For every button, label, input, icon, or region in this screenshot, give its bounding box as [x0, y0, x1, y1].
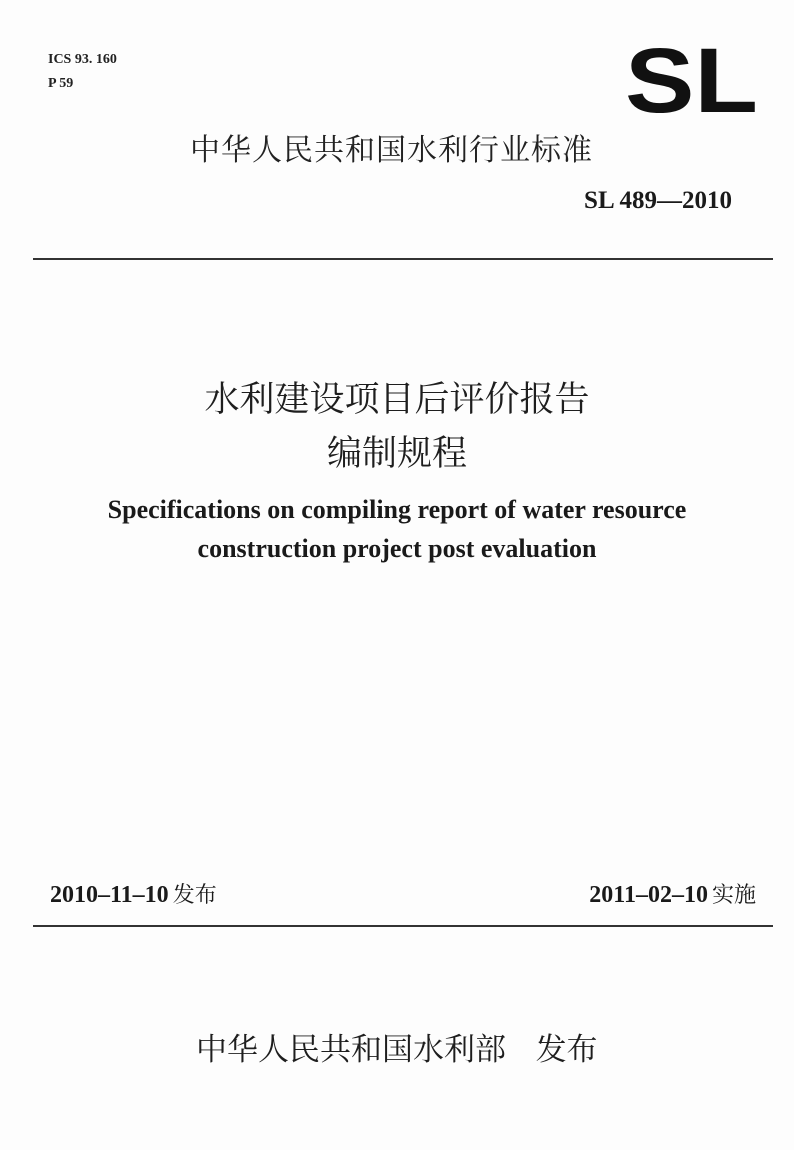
implementation-date: 2011–02–10: [589, 882, 708, 908]
publisher-line: [196, 1024, 598, 1069]
implementation-date-block: [589, 878, 756, 909]
bottom-divider: [33, 925, 773, 927]
sl-logo: [625, 44, 760, 118]
issue-date-block: [50, 878, 217, 909]
issue-label: 发布: [172, 883, 217, 908]
ics-code: ICS 93. 160: [48, 52, 117, 67]
standard-category: 中华人民共和国水利行业标准: [190, 133, 593, 168]
classification-codes: [48, 48, 117, 96]
title-cn-line2: 编制规程: [326, 434, 467, 474]
issue-date: 2010–11–10: [50, 882, 169, 908]
standard-number: SL 489—2010: [584, 187, 732, 214]
class-code: P 59: [48, 76, 74, 91]
title-en-line1: Specifications on compiling report of water resource: [107, 495, 687, 524]
publisher-name: 中华人民共和国水利部: [196, 1032, 506, 1068]
publisher-action: 发布: [535, 1032, 598, 1068]
top-divider: [33, 258, 773, 260]
title-en-line2: construction project post evaluation: [197, 534, 597, 563]
sl-logo-text: SL: [625, 44, 758, 118]
title-cn-line1: 水利建设项目后评价报告: [204, 380, 590, 420]
implementation-label: 实施: [711, 883, 756, 908]
